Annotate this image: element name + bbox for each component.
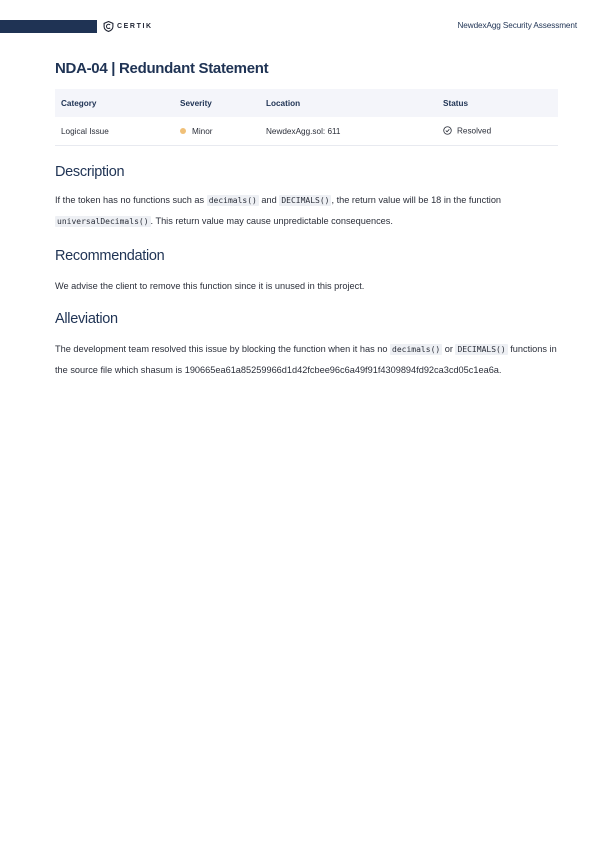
shasum-hash: 190665ea61a85259966d1d42fcbee96c6a49f91f4309894fd92ca3cd05c1ea6a. bbox=[184, 365, 502, 375]
alleviation-text bbox=[55, 339, 558, 380]
description-text-3: , the return value will be 18 in the function bbox=[331, 195, 502, 205]
brand bbox=[103, 20, 153, 33]
description-text-1: If the token has no functions such as bbox=[55, 195, 207, 205]
category-value: Logical Issue bbox=[55, 117, 174, 146]
finding-content bbox=[55, 58, 558, 380]
recommendation-text: We advise the client to remove this function since it is unused in this project. bbox=[55, 281, 365, 291]
recommendation-heading: Recommendation bbox=[55, 248, 165, 264]
alleviation-text-2: or bbox=[442, 344, 456, 354]
location-value: NewdexAgg.sol: 611 bbox=[260, 117, 437, 146]
header-status: Status bbox=[443, 98, 469, 108]
code-decimals-upper: DECIMALS() bbox=[281, 196, 330, 205]
alleviation-heading: Alleviation bbox=[55, 311, 118, 327]
code-decimals: decimals() bbox=[208, 196, 257, 205]
code-decimals-upper: DECIMALS() bbox=[457, 345, 506, 354]
description-text-2: and bbox=[258, 195, 280, 205]
table-header-row bbox=[55, 89, 558, 117]
table-row bbox=[55, 117, 558, 146]
header-category: Category bbox=[61, 98, 97, 108]
certik-logo-icon bbox=[103, 21, 114, 32]
finding-title: NDA-04 | Redundant Statement bbox=[55, 60, 269, 77]
header-severity: Severity bbox=[180, 98, 212, 108]
check-circle-icon bbox=[443, 126, 452, 135]
brand-name: CERTIK bbox=[117, 23, 153, 30]
alleviation-text-1: The development team resolved this issue by blocking the function when it has no bbox=[55, 344, 391, 354]
description-heading: Description bbox=[55, 164, 125, 180]
code-universal-decimals: universalDecimals() bbox=[57, 217, 149, 226]
code-decimals: decimals() bbox=[392, 345, 441, 354]
finding-info-table bbox=[55, 89, 558, 146]
page-header bbox=[0, 20, 596, 34]
document-title: NewdexAgg Security Assessment bbox=[457, 21, 577, 30]
severity-value: Minor bbox=[192, 126, 213, 136]
status-cell bbox=[437, 117, 558, 146]
status-value: Resolved bbox=[457, 126, 492, 136]
alleviation-text-3: functions in the source file which shasum is bbox=[55, 344, 557, 375]
description-text bbox=[55, 190, 558, 232]
description-text-4: . This return value may cause unpredictable consequences. bbox=[150, 216, 393, 226]
severity-cell bbox=[174, 117, 260, 146]
header-accent-bar bbox=[0, 20, 97, 33]
header-location: Location bbox=[266, 98, 301, 108]
minor-severity-dot-icon bbox=[180, 128, 186, 134]
